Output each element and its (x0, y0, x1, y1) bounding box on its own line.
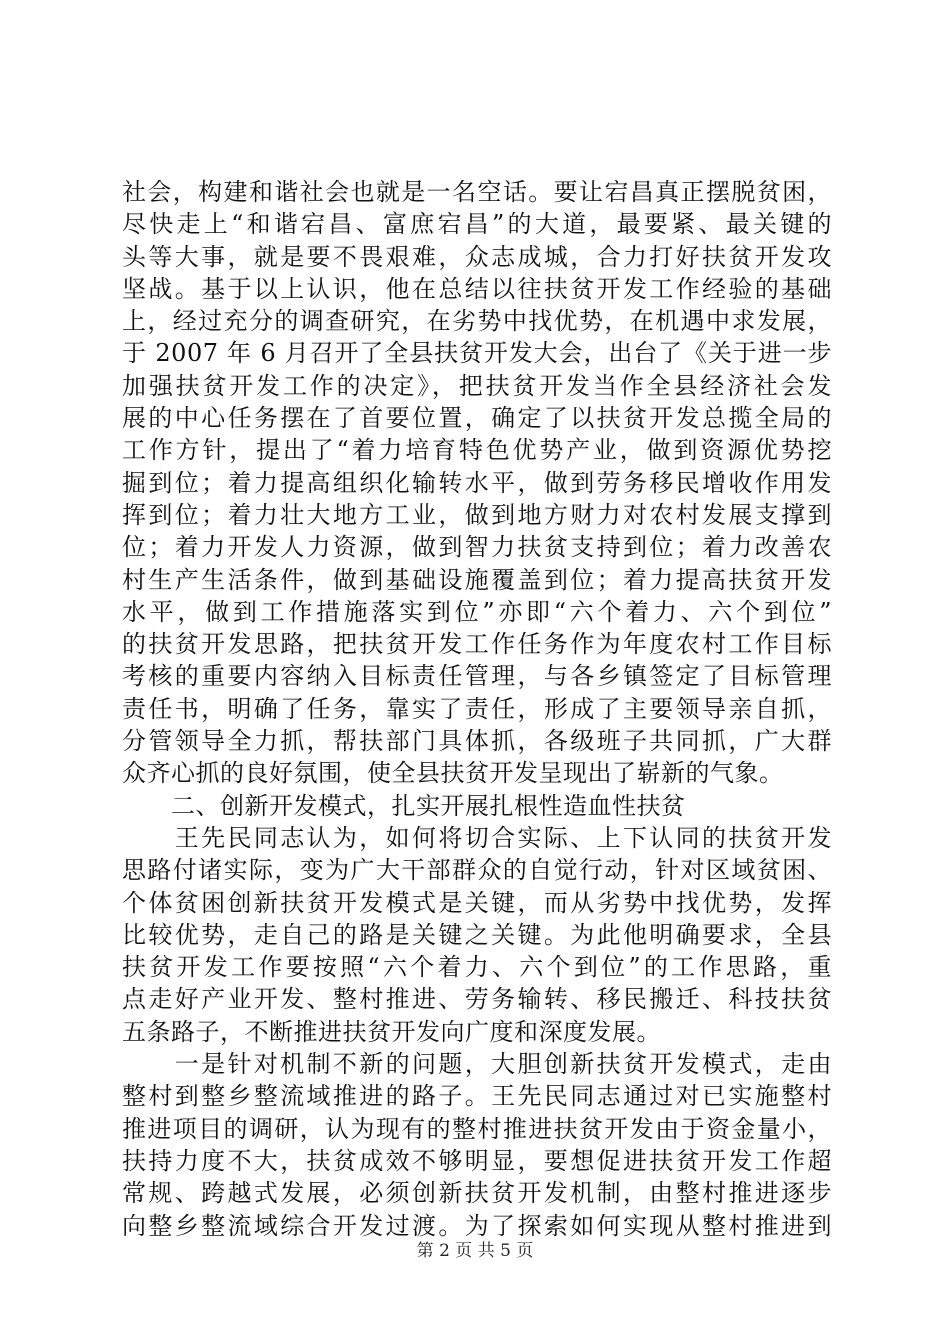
text-line: 头等大事，就是要不畏艰难，众志成城，合力打好扶贫开发攻 (122, 242, 832, 271)
text-line: 于 2007 年 6 月召开了全县扶贫开发大会，出台了《关于进一步 (122, 339, 832, 368)
text-line: 上，经过充分的调查研究，在劣势中找优势，在机遇中求发展， (122, 307, 832, 336)
text-line: 众齐心抓的良好氛围，使全县扶贫开发呈现出了崭新的气象。 (122, 759, 784, 788)
text-line: 分管领导全力抓，帮扶部门具体抓，各级班子共同抓，广大群 (122, 727, 832, 756)
text-line: 位；着力开发人力资源，做到智力扶贫支持到位；着力改善农 (122, 533, 832, 562)
page-footer: 第 2 页 共 5 页 (416, 1241, 534, 1261)
text-line: 工作方针，提出了“着力培育特色优势产业，做到资源优势挖 (122, 436, 832, 465)
text-line: 点走好产业开发、整村推进、劳务输转、移民搬迁、科技扶贫 (122, 985, 832, 1014)
text-line: 责任书，明确了任务，靠实了责任，形成了主要领导亲自抓， (122, 694, 832, 723)
text-line: 推进项目的调研，认为现有的整村推进扶贫开发由于资金量小， (122, 1114, 832, 1143)
text-line: 整村到整乡整流域推进的路子。王先民同志通过对已实施整村 (122, 1082, 832, 1111)
text-line: 个体贫困创新扶贫开发模式是关键，而从劣势中找优势，发挥 (122, 888, 832, 917)
text-line: 考核的重要内容纳入目标责任管理，与各乡镇签定了目标管理 (122, 662, 832, 691)
text-line: 五条路子，不断推进扶贫开发向广度和深度发展。 (122, 1017, 661, 1046)
text-line: 挥到位；着力壮大地方工业，做到地方财力对农村发展支撑到 (122, 500, 832, 529)
text-line: 二、创新开发模式，扎实开展扎根性造血性扶贫 (122, 791, 686, 820)
text-line: 加强扶贫开发工作的决定》，把扶贫开发当作全县经济社会发 (122, 371, 832, 400)
text-line: 王先民同志认为，如何将切合实际、上下认同的扶贫开发 (122, 823, 832, 852)
text-line: 向整乡整流域综合开发过渡。为了探索如何实现从整村推进到 (122, 1211, 832, 1240)
text-line: 常规、跨越式发展，必须创新扶贫开发机制，由整村推进逐步 (122, 1179, 832, 1208)
text-line: 思路付诸实际，变为广大干部群众的自觉行动，针对区域贫困、 (122, 856, 832, 885)
text-line: 的扶贫开发思路，把扶贫开发工作任务作为年度农村工作目标 (122, 630, 832, 659)
text-line: 一是针对机制不新的问题，大胆创新扶贫开发模式，走由 (122, 1050, 832, 1079)
text-line: 比较优势，走自己的路是关键之关键。为此他明确要求，全县 (122, 920, 832, 949)
document-body (122, 176, 832, 1242)
text-line: 掘到位；着力提高组织化输转水平，做到劳务移民增收作用发 (122, 468, 832, 497)
text-line: 水平，做到工作措施落实到位”亦即“六个着力、六个到位” (122, 597, 832, 626)
text-line: 社会，构建和谐社会也就是一名空话。要让宕昌真正摆脱贫困， (122, 178, 832, 206)
text-line: 展的中心任务摆在了首要位置，确定了以扶贫开发总揽全局的 (122, 404, 832, 433)
text-line: 村生产生活条件，做到基础设施覆盖到位；着力提高扶贫开发 (122, 565, 832, 594)
text-line: 扶贫开发工作要按照“六个着力、六个到位”的工作思路，重 (122, 953, 832, 982)
text-line: 坚战。基于以上认识，他在总结以往扶贫开发工作经验的基础 (122, 274, 832, 303)
text-line: 扶持力度不大，扶贫成效不够明显，要想促进扶贫开发工作超 (122, 1146, 832, 1175)
text-line: 尽快走上“和谐宕昌、富庶宕昌”的大道，最要紧、最关键的 (122, 210, 832, 239)
